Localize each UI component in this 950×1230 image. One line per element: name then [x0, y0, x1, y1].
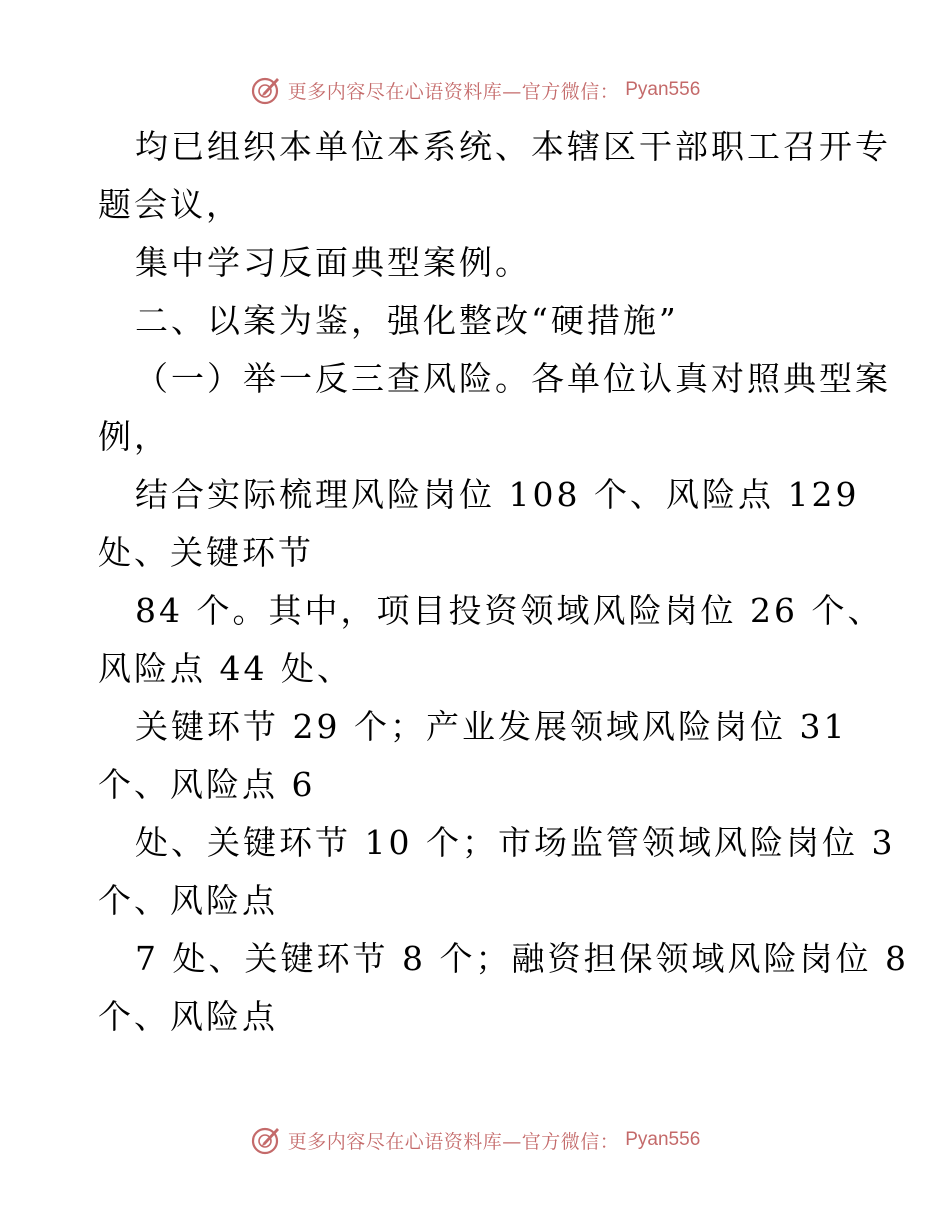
text-line: 个、风险点 6	[98, 765, 316, 804]
pen-logo-icon	[250, 1124, 282, 1156]
text-line: 例，	[98, 417, 170, 456]
watermark-wechat-id: Pyan556	[625, 1129, 701, 1150]
watermark-text: 更多内容尽在心语资料库—官方微信：	[287, 80, 620, 103]
text-line: 处、关键环节 10 个；市场监管领域风险岗位 3	[135, 823, 896, 862]
text-line: 个、风险点	[98, 997, 278, 1036]
text-line: （一）举一反三查风险。各单位认真对照典型案	[135, 359, 891, 398]
text-line: 均已组织本单位本系统、本辖区干部职工召开专	[135, 127, 891, 166]
pen-logo-icon	[250, 74, 282, 106]
text-line: 集中学习反面典型案例。	[135, 243, 531, 282]
watermark-wechat-id: Pyan556	[625, 79, 701, 100]
text-line: 个、风险点	[98, 881, 278, 920]
text-line: 处、关键环节	[98, 533, 314, 572]
text-line: 结合实际梳理风险岗位 108 个、风险点 129	[135, 475, 860, 514]
text-line: 风险点 44 处、	[98, 649, 353, 688]
header-watermark	[0, 70, 950, 110]
watermark-text: 更多内容尽在心语资料库—官方微信：	[287, 1130, 620, 1153]
footer-watermark	[0, 1120, 950, 1160]
text-line: 7 处、关键环节 8 个；融资担保领域风险岗位 8	[135, 939, 909, 978]
text-line: 关键环节 29 个；产业发展领域风险岗位 31	[135, 707, 848, 746]
section-heading: 二、以案为鉴，强化整改“硬措施”	[135, 301, 679, 340]
text-line: 84 个。其中，项目投资领域风险岗位 26 个、	[135, 591, 884, 630]
text-line: 题会议，	[98, 185, 242, 224]
document-body	[98, 118, 909, 1046]
